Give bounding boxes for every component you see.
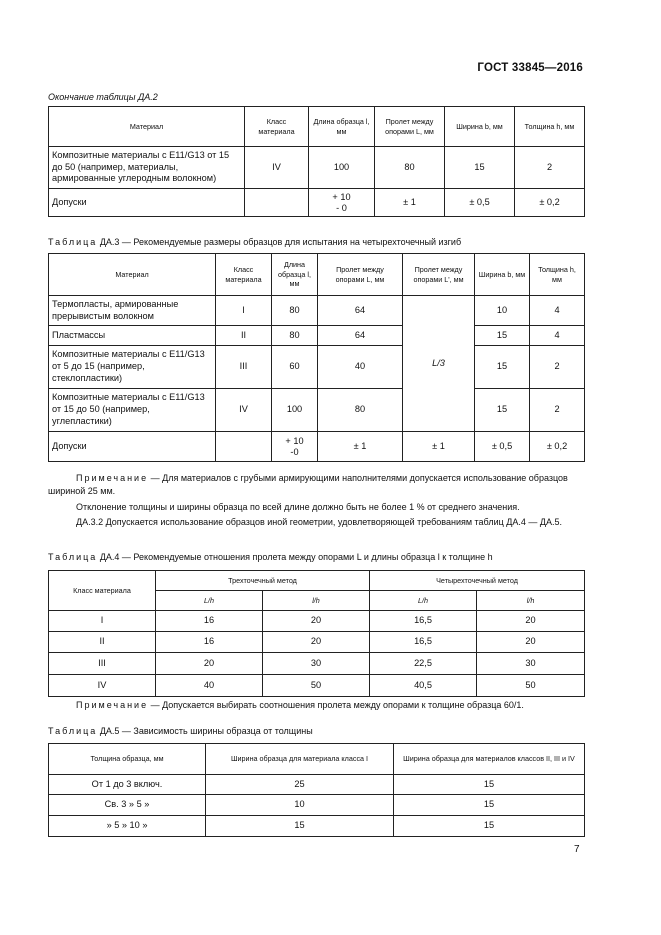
table-da3-caption: Таблица ДА.3 — Рекомендуемые размеры образцов для испытания на четырехточечный изгиб <box>48 237 462 247</box>
table-row <box>49 326 585 346</box>
th-three-point: Трехточечный метод <box>156 571 370 591</box>
cell-material: Композитные материалы с E11/G13 от 15 до 50 (например, материалы, армированные углеродным волокном) <box>49 147 245 189</box>
th-span: Пролет между опорами L, мм <box>375 107 445 147</box>
cell: 16,5 <box>370 632 477 653</box>
th-thickness: Толщина образца, мм <box>49 744 206 775</box>
cell: I <box>49 611 156 632</box>
cell: 30 <box>263 653 370 675</box>
cell-merged-lprime: L/3 <box>403 296 475 432</box>
cell: 80 <box>272 326 318 346</box>
th-thickness: Толщина h, мм <box>515 107 585 147</box>
cell: III <box>216 346 272 389</box>
cell: ± 1 <box>403 432 475 462</box>
th-span-prime: Пролет между опорами L', мм <box>403 254 475 296</box>
cell: + 10 - 0 <box>309 189 375 217</box>
cell: Композитные материалы с E11/G13 от 5 до 15 (например, стеклопластики) <box>49 346 216 389</box>
cell: 60 <box>272 346 318 389</box>
cell: II <box>216 326 272 346</box>
cell: IV <box>49 675 156 697</box>
cell: Допуски <box>49 432 216 462</box>
cell: ± 1 <box>375 189 445 217</box>
cell: 40,5 <box>370 675 477 697</box>
cell: 16,5 <box>370 611 477 632</box>
cell: 64 <box>318 296 403 326</box>
cell: Термопласты, армированные прерывистым волокном <box>49 296 216 326</box>
th-width-class1: Ширина образца для материала класса I <box>206 744 394 775</box>
table-row <box>49 389 585 432</box>
paragraph-da-3-2: ДА.3.2 Допускается использование образцов иной геометрии, удовлетворяющей требованиям таблиц ДА.4 — ДА.5. <box>76 517 562 527</box>
th-sub: L/h <box>370 591 477 611</box>
cell: 15 <box>394 795 585 816</box>
th-thickness: Толщина h, мм <box>530 254 585 296</box>
table-da5-caption: Таблица ДА.5 — Зависимость ширины образца от толщины <box>48 726 313 736</box>
table-da3 <box>48 253 585 462</box>
cell: 16 <box>156 611 263 632</box>
table-row <box>49 432 585 462</box>
cell: 15 <box>475 326 530 346</box>
table-da4 <box>48 570 585 697</box>
th-span: Пролет между опорами L, мм <box>318 254 403 296</box>
cell: 15 <box>475 389 530 432</box>
th-material: Материал <box>49 254 216 296</box>
table-row <box>49 611 585 632</box>
cell: 30 <box>477 653 585 675</box>
th-width-class234: Ширина образца для материалов классов II, III и IV <box>394 744 585 775</box>
cell: 10 <box>206 795 394 816</box>
cell: IV <box>216 389 272 432</box>
cell: 20 <box>477 611 585 632</box>
cell: 20 <box>263 611 370 632</box>
table-da2-caption: Окончание таблицы ДА.2 <box>48 92 158 102</box>
cell: 2 <box>515 147 585 189</box>
document-header: ГОСТ 33845—2016 <box>477 62 583 74</box>
cell: 15 <box>445 147 515 189</box>
cell: 100 <box>309 147 375 189</box>
cell: 16 <box>156 632 263 653</box>
cell: 2 <box>530 346 585 389</box>
cell: 15 <box>394 775 585 795</box>
table-row <box>49 795 585 816</box>
cell <box>245 189 309 217</box>
cell: 22,5 <box>370 653 477 675</box>
th-sub: l/h <box>477 591 585 611</box>
cell: Композитные материалы с E11/G13 от 15 до 50 (например, углепластики) <box>49 389 216 432</box>
table-row <box>49 296 585 326</box>
th-material: Материал <box>49 107 245 147</box>
cell <box>216 432 272 462</box>
cell: 20 <box>477 632 585 653</box>
cell: 15 <box>394 816 585 837</box>
th-sub: l/h <box>263 591 370 611</box>
cell: 40 <box>318 346 403 389</box>
cell: Пластмассы <box>49 326 216 346</box>
th-class: Класс материала <box>216 254 272 296</box>
table-da2 <box>48 106 585 217</box>
cell: От 1 до 3 включ. <box>49 775 206 795</box>
cell: ± 0,2 <box>530 432 585 462</box>
paragraph-tolerance: Отклонение толщины и ширины образца по всей длине должно быть не более 1 % от среднего значения. <box>76 502 520 512</box>
cell: 80 <box>375 147 445 189</box>
th-length: Длина образца l, мм <box>272 254 318 296</box>
cell: 40 <box>156 675 263 697</box>
th-width: Ширина b, мм <box>445 107 515 147</box>
table-row <box>49 653 585 675</box>
cell: ± 1 <box>318 432 403 462</box>
cell: ± 0,5 <box>445 189 515 217</box>
th-class: Класс материала <box>49 571 156 611</box>
table-row <box>49 189 585 217</box>
table-da5 <box>48 743 585 837</box>
cell: II <box>49 632 156 653</box>
cell: 80 <box>318 389 403 432</box>
cell: ± 0,2 <box>515 189 585 217</box>
note-1: Примечание — Для материалов с грубыми армирующими наполнителями допускается использование образцов шириной 25 мм. <box>48 473 568 496</box>
cell: 100 <box>272 389 318 432</box>
cell: 64 <box>318 326 403 346</box>
cell: 4 <box>530 326 585 346</box>
cell: Допуски <box>49 189 245 217</box>
cell: + 10 -0 <box>272 432 318 462</box>
th-class: Класс материала <box>245 107 309 147</box>
cell: 20 <box>263 632 370 653</box>
th-four-point: Четырехточечный метод <box>370 571 585 591</box>
table-row <box>49 346 585 389</box>
table-row <box>49 775 585 795</box>
cell: Св. 3 » 5 » <box>49 795 206 816</box>
cell: 50 <box>263 675 370 697</box>
cell: 2 <box>530 389 585 432</box>
cell: » 5 » 10 » <box>49 816 206 837</box>
table-row <box>49 816 585 837</box>
cell: 50 <box>477 675 585 697</box>
table-row <box>49 632 585 653</box>
cell: 15 <box>475 346 530 389</box>
cell: 20 <box>156 653 263 675</box>
page-number: 7 <box>574 844 580 855</box>
cell: 25 <box>206 775 394 795</box>
note-2: Примечание — Допускается выбирать соотношения пролета между опорами к толщине образца 60/1. <box>76 700 524 710</box>
cell: IV <box>245 147 309 189</box>
cell: 80 <box>272 296 318 326</box>
cell: 4 <box>530 296 585 326</box>
table-row <box>49 675 585 697</box>
table-da4-caption: Таблица ДА.4 — Рекомендуемые отношения пролета между опорами L и длины образца l к толщине h <box>48 552 493 562</box>
cell: III <box>49 653 156 675</box>
th-width: Ширина b, мм <box>475 254 530 296</box>
cell: 15 <box>206 816 394 837</box>
cell: 10 <box>475 296 530 326</box>
cell: I <box>216 296 272 326</box>
th-length: Длина образца l, мм <box>309 107 375 147</box>
table-row <box>49 147 585 189</box>
th-sub: L/h <box>156 591 263 611</box>
cell: ± 0,5 <box>475 432 530 462</box>
